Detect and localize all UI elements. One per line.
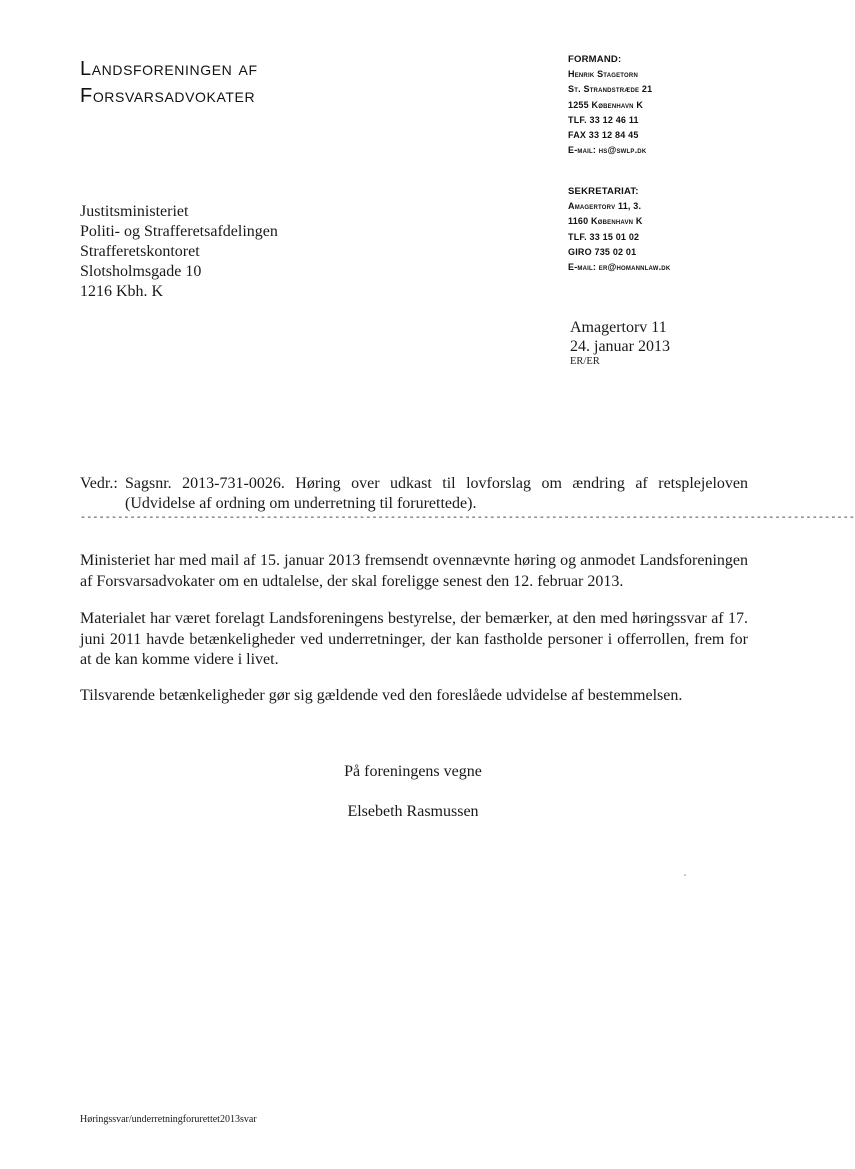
- recipient-line: Slotsholmsgade 10: [80, 263, 202, 280]
- chairman-fax: FAX 33 12 84 45: [568, 130, 639, 141]
- recipient-line: 1216 Kbh. K: [80, 283, 164, 300]
- scan-speck: [684, 874, 686, 876]
- chairman-heading: FORMAND:: [568, 54, 622, 65]
- reference-initials: ER/ER: [570, 356, 600, 367]
- subject-label: Vedr.:: [80, 475, 118, 492]
- secretariat-contact-block: [568, 184, 670, 275]
- subject-line: [80, 474, 748, 514]
- chairman-street: St. Strandstræde 21: [568, 84, 653, 95]
- recipient-address: [80, 202, 278, 302]
- body-paragraph-2: Materialet har været forelagt Landsforeningens bestyrelse, der bemærker, at den med høringssvar af 17. juni 2011 havde betænkeligheder ved underretninger, der kan fastholde personer i offerrollen, frem for at de kan komme videre i livet.: [80, 610, 748, 668]
- secretariat-city: 1160 København K: [568, 216, 643, 227]
- organization-name-line2: Forsvarsadvokater: [80, 85, 256, 107]
- separator-line: -----------------------------------------------------------------------------------------------------------------------------: [80, 513, 855, 524]
- place-and-date: [570, 318, 670, 368]
- signer-name: Elsebeth Rasmussen: [347, 803, 479, 820]
- secretariat-email: E-mail: er@homannlaw.dk: [568, 262, 671, 273]
- letter-date: 24. januar 2013: [570, 338, 670, 355]
- chairman-email: E-mail: hs@swlp.dk: [568, 145, 647, 156]
- footer-file-path: Høringssvar/underretningforurettet2013svar: [80, 1114, 257, 1125]
- chairman-phone: TLF. 33 12 46 11: [568, 114, 639, 125]
- closing-phrase: På foreningens vegne: [344, 763, 482, 780]
- secretariat-heading: SEKRETARIAT:: [568, 186, 639, 197]
- recipient-line: Justitsministeriet: [80, 203, 189, 220]
- sender-place: Amagertorv 11: [570, 319, 667, 336]
- secretariat-street: Amagertorv 11, 3.: [568, 201, 642, 212]
- secretariat-giro: GIRO 735 02 01: [568, 246, 637, 257]
- subject-text-line1: Sagsnr. 2013-731-0026. Høring over udkast til lovforslag om ændring af retsplejeloven: [125, 475, 748, 492]
- recipient-line: Strafferetskontoret: [80, 243, 200, 260]
- secretariat-phone: TLF. 33 15 01 02: [568, 231, 640, 242]
- subject-text-line2: (Udvidelse af ordning om underretning til forurettede).: [125, 495, 477, 512]
- chairman-contact-block: [568, 52, 652, 158]
- recipient-line: Politi- og Strafferetsafdelingen: [80, 223, 278, 240]
- chairman-city: 1255 København K: [568, 99, 644, 110]
- organization-name-line1: Landsforeningen af: [80, 58, 258, 80]
- organization-name: [80, 56, 258, 110]
- body-paragraph-1: Ministeriet har med mail af 15. januar 2013 fremsendt ovennævnte høring og anmodet Landsforeningen af Forsvarsadvokater om en udtalelse, der skal foreligge senest den 12. februar 2013.: [80, 552, 748, 590]
- chairman-name: Henrik Stagetorn: [568, 69, 638, 80]
- body-paragraph-3: Tilsvarende betænkeligheder gør sig gældende ved den foreslåede udvidelse af bestemmelsen.: [80, 687, 683, 704]
